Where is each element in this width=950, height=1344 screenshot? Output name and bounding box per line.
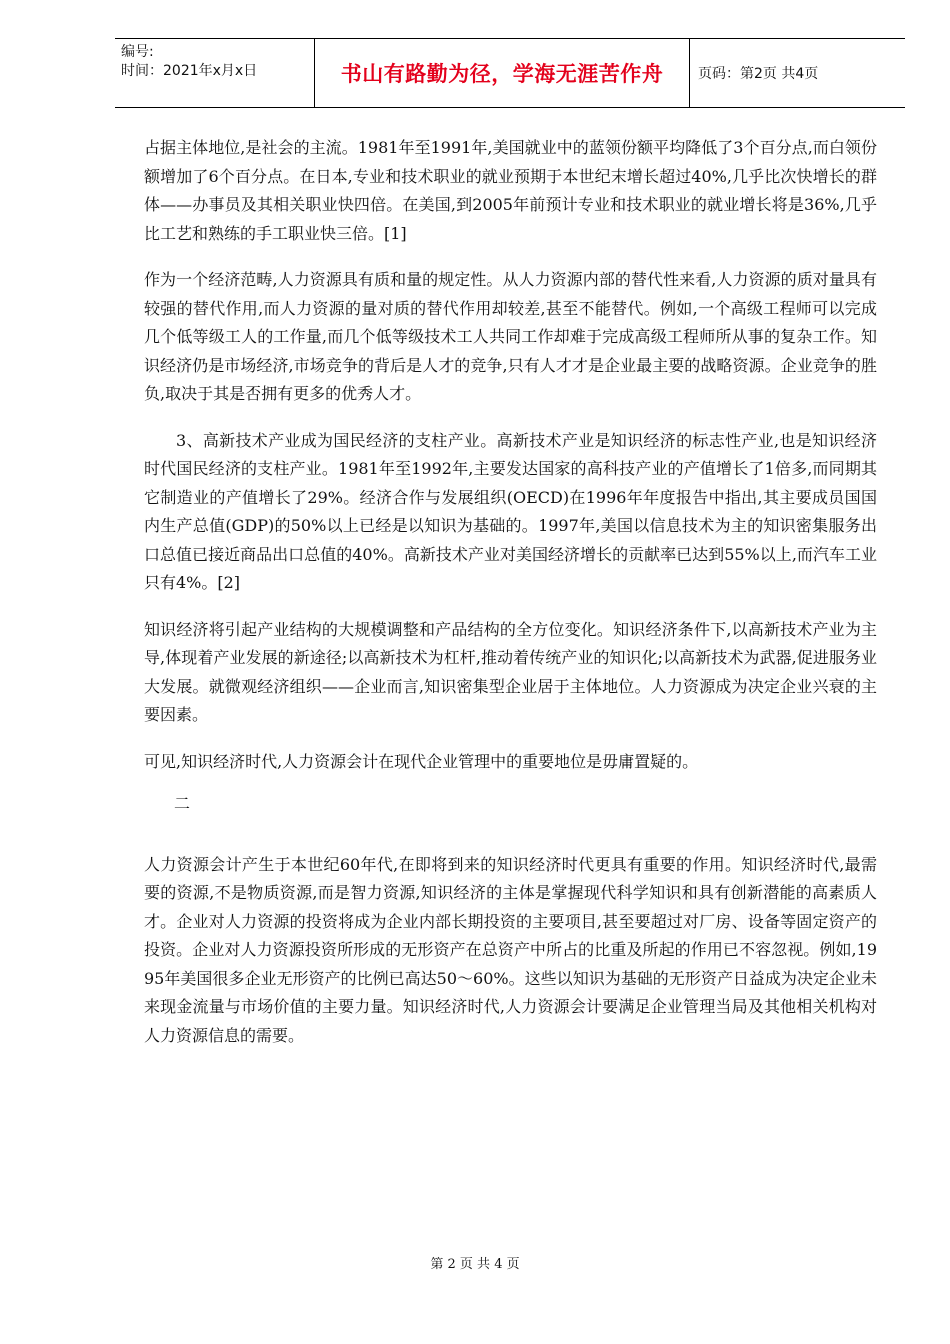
document-date-label: 时间：2021年x月x日 bbox=[121, 63, 258, 79]
header-meta bbox=[115, 39, 315, 107]
document-body bbox=[144, 134, 877, 1050]
header-page-number: 页码：第2页 共4页 bbox=[698, 66, 819, 82]
paragraph-6: 人力资源会计产生于本世纪60年代,在即将到来的知识经济时代更具有重要的作用。知识经济时代,最需要的资源,不是物质资源,而是智力资源,知识经济的主体是掌握现代科学知识和具有创新潜能的高素质人才。企业对人力资源的投资将成为企业内部长期投资的主要项目,甚至要超过对厂房、设备等固定资产的投资。企业对人力资源投资所形成的无形资产在总资产中所占的比重及所起的作用已不容忽视。例如,1995年美国很多企业无形资产的比例已高达50～60%。这些以知识为基础的无形资产日益成为决定企业未来现金流量与市场价值的主要力量。知识经济时代,人力资源会计要满足企业管理当局及其他相关机构对人力资源信息的需要。 bbox=[144, 854, 877, 1045]
page-footer bbox=[0, 1253, 950, 1272]
paragraph-1: 占据主体地位,是社会的主流。1981年至1991年,美国就业中的蓝领份额平均降低了3个百分点,而白领份额增加了6个百分点。在日本,专业和技术职业的就业预期于本世纪末增长超过40%,几乎比次快增长的群体——办事员及其相关职业快四倍。在美国,到2005年前预计专业和技术职业的就业增长将是36%,几乎比工艺和熟练的手工职业快三倍。[1] bbox=[144, 138, 877, 243]
paragraph-4: 知识经济将引起产业结构的大规模调整和产品结构的全方位变化。知识经济条件下,以高新技术产业为主导,体现着产业发展的新途径;以高新技术为杠杆,推动着传统产业的知识化;以高新技术为武器,促进服务业大发展。就微观经济组织——企业而言,知识密集型企业居于主体地位。人力资源成为决定企业兴衰的主要因素。 bbox=[144, 619, 877, 724]
paragraph-2: 作为一个经济范畴,人力资源具有质和量的规定性。从人力资源内部的替代性来看,人力资源的质对量具有较强的替代作用,而人力资源的量对质的替代作用却较差,甚至不能替代。例如,一个高级工程师可以完成几个低等级工人的工作量,而几个低等级技术工人共同工作却难于完成高级工程师所从事的复杂工作。知识经济仍是市场经济,市场竞争的背后是人才的竞争,只有人才才是企业最主要的战略资源。企业竞争的胜负,取决于其是否拥有更多的优秀人才。 bbox=[144, 270, 877, 403]
document-number-label: 编号: bbox=[121, 44, 154, 60]
footer-page-number: 第 2 页 共 4 页 bbox=[430, 1257, 520, 1272]
page-header bbox=[115, 38, 905, 108]
section-heading: 二 bbox=[174, 794, 191, 813]
header-motto: 书山有路勤为径，学海无涯苦作舟 bbox=[315, 39, 690, 107]
paragraph-5: 可见,知识经济时代,人力资源会计在现代企业管理中的重要地位是毋庸置疑的。 bbox=[144, 751, 699, 771]
paragraph-3: 3、高新技术产业成为国民经济的支柱产业。高新技术产业是知识经济的标志性产业,也是知识经济时代国民经济的支柱产业。1981年至1992年,主要发达国家的高科技产业的产值增长了1倍多,而同期其它制造业的产值增长了29%。经济合作与发展组织(OECD)在1996年年度报告中指出,其主要成员国国内生产总值(GDP)的50%以上已经是以知识为基础的。1997年,美国以信息技术为主的知识密集服务出口总值已接近商品出口总值的40%。高新技术产业对美国经济增长的贡献率已达到55%以上,而汽车工业只有4%。[2] bbox=[144, 430, 877, 592]
